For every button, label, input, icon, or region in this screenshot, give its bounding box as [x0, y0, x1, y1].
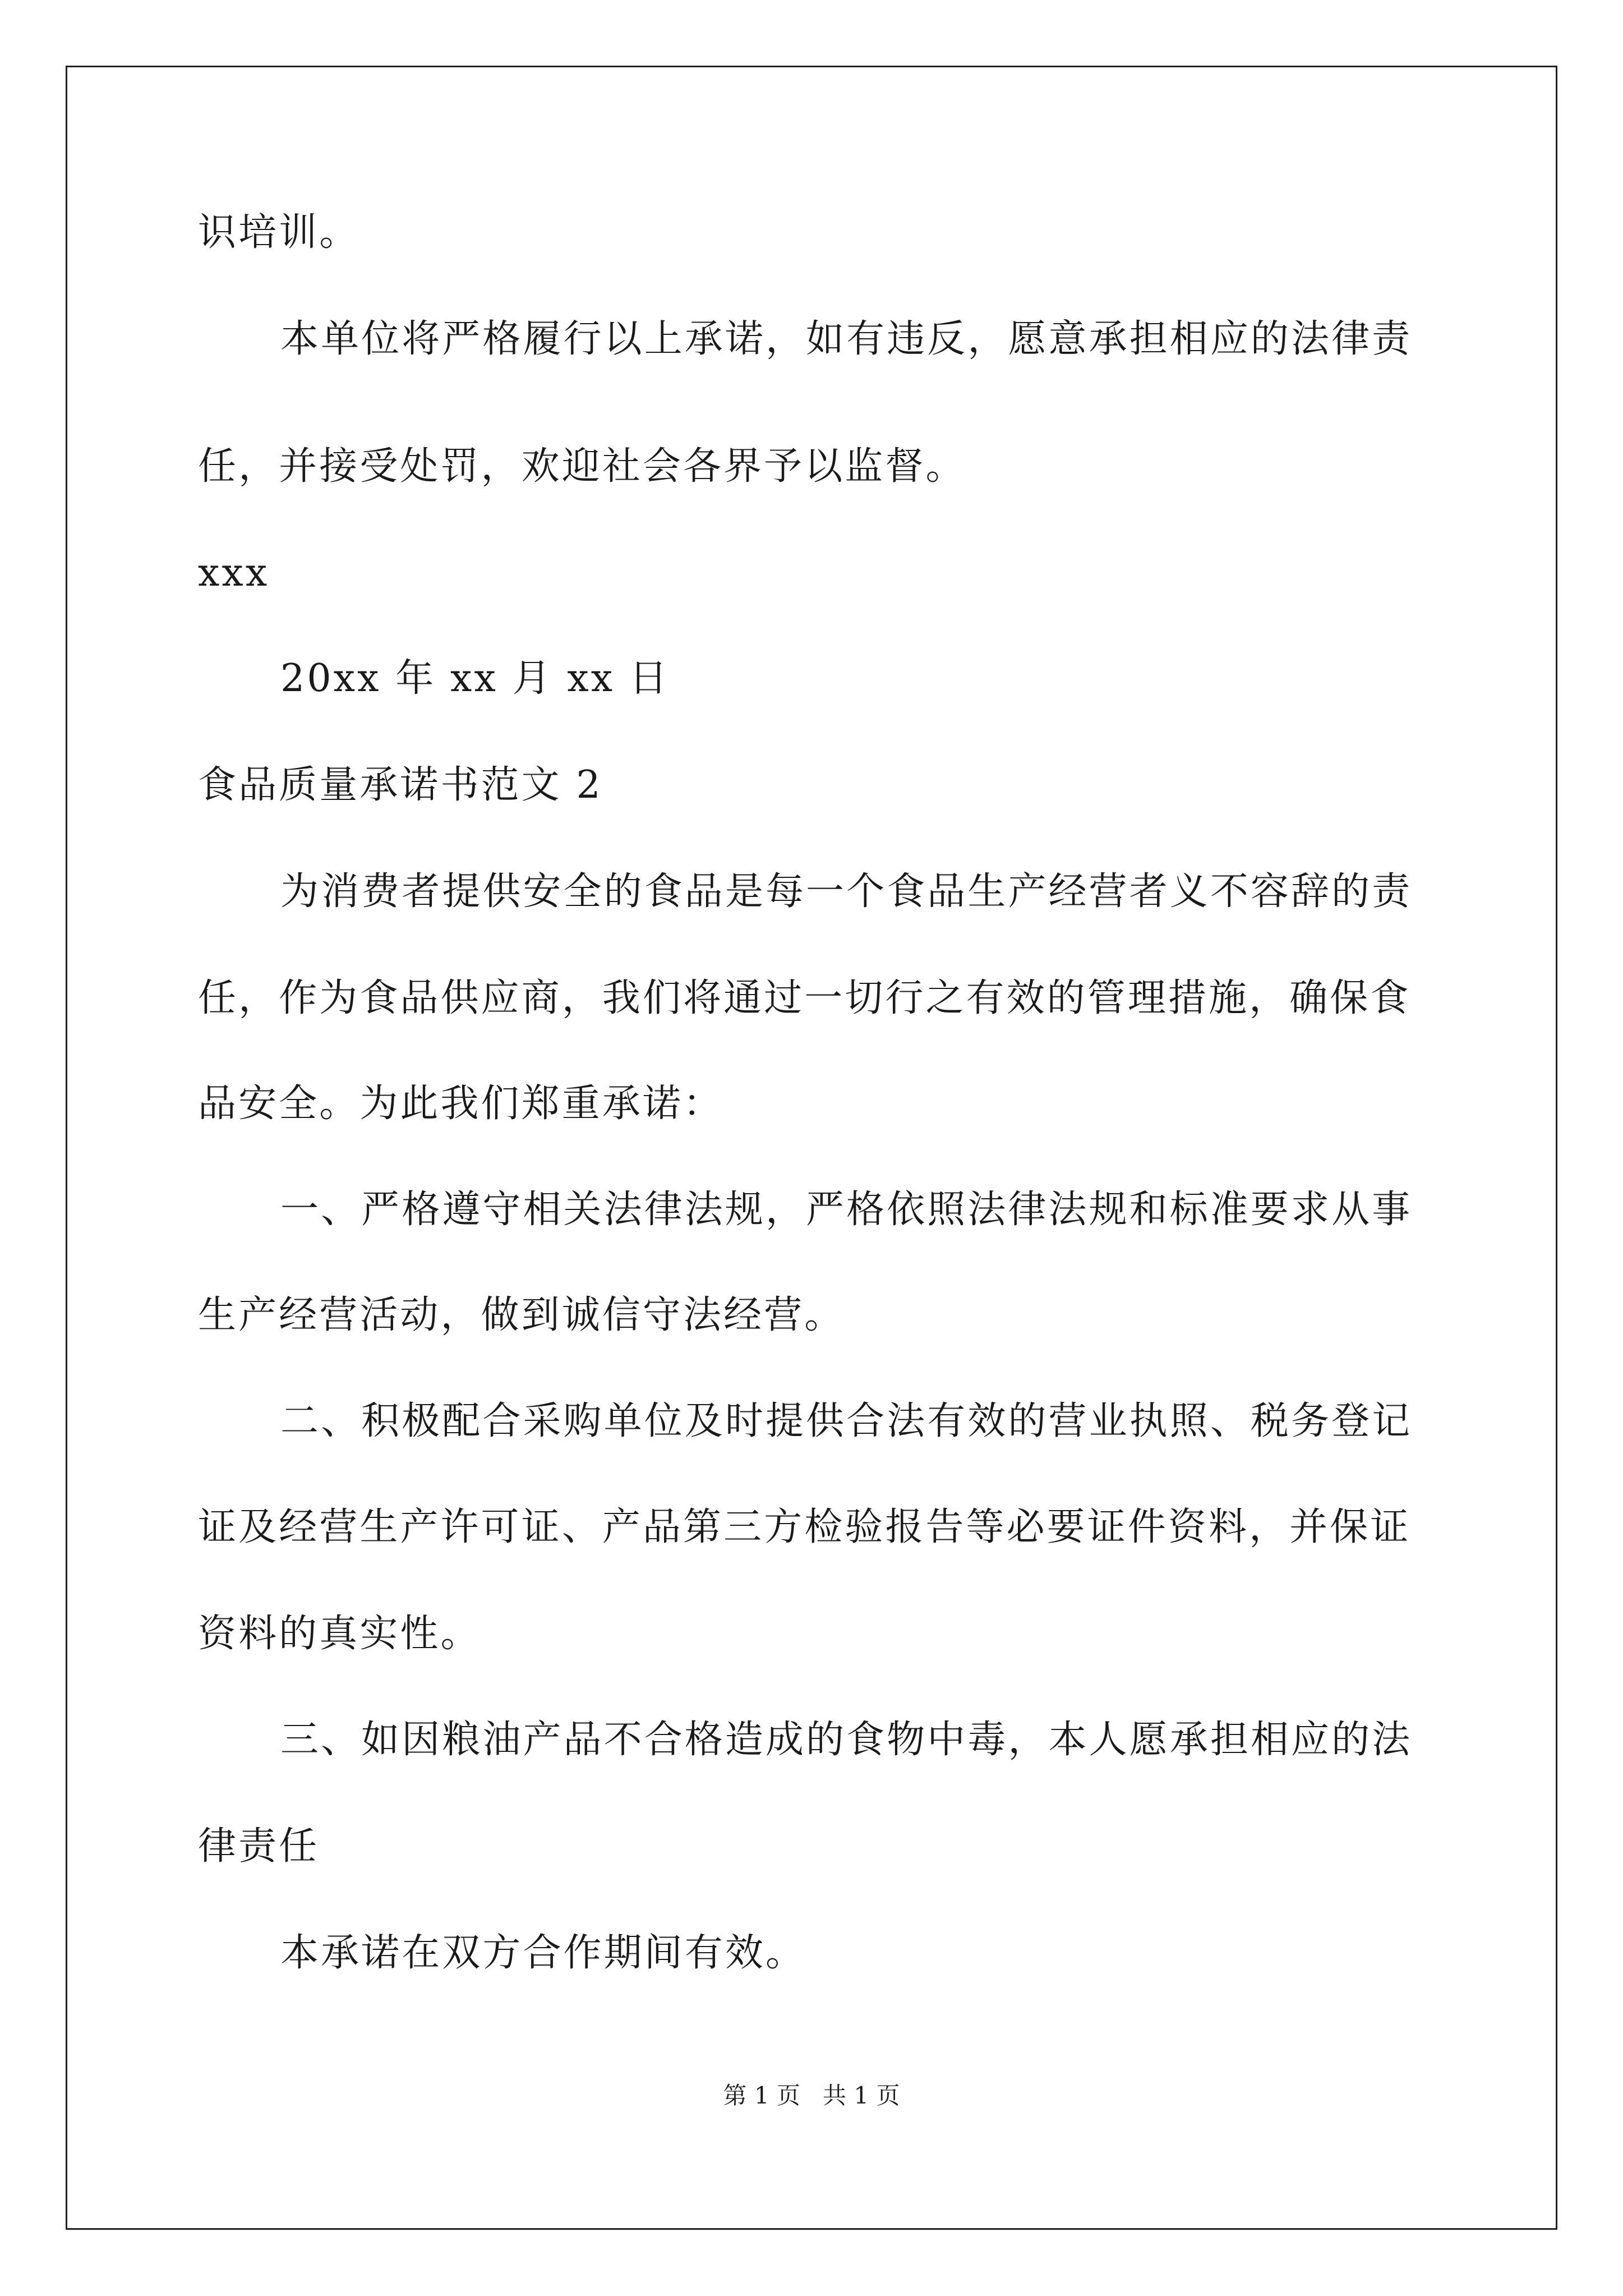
date-line: 20xx 年 xx 月 xx 日	[280, 656, 670, 701]
page-footer: 第 1 页 共 1 页	[723, 2082, 900, 2109]
signature-placeholder: xxx	[198, 551, 270, 595]
text-line: 本单位将严格履行以上承诺，如有违反，愿意承担相应的法律责	[280, 317, 1413, 361]
text-line: 品安全。为此我们郑重承诺：	[198, 1082, 724, 1126]
text-line: 二、积极配合采购单位及时提供合法有效的营业执照、税务登记	[280, 1399, 1413, 1443]
text-line: 任，并接受处罚，欢迎社会各界予以监督。	[198, 444, 966, 489]
text-line: 律责任	[198, 1824, 320, 1869]
text-line: 识培训。	[198, 210, 360, 255]
text-line: 本承诺在双方合作期间有效。	[280, 1931, 806, 1975]
text-line: 生产经营活动，做到诚信守法经营。	[198, 1293, 845, 1337]
text-line: 一、严格遵守相关法律法规，严格依照法律法规和标准要求从事	[280, 1188, 1413, 1232]
text-line: 资料的真实性。	[198, 1612, 481, 1656]
text-line: 任，作为食品供应商，我们将通过一切行之有效的管理措施，确保食	[198, 976, 1411, 1020]
text-line: 三、如因粮油产品不合格造成的食物中毒，本人愿承担相应的法	[280, 1718, 1413, 1762]
text-line: 证及经营生产许可证、产品第三方检验报告等必要证件资料，并保证	[198, 1505, 1411, 1549]
page-border	[66, 66, 1557, 2230]
text-line: 为消费者提供安全的食品是每一个食品生产经营者义不容辞的责	[280, 869, 1413, 914]
section-title: 食品质量承诺书范文 2	[198, 763, 603, 807]
